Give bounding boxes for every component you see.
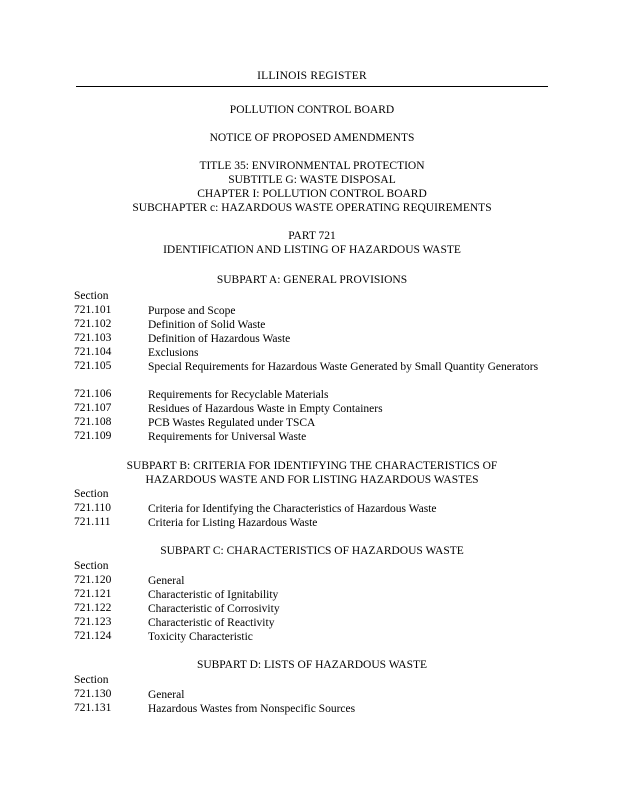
board-heading: POLLUTION CONTROL BOARD (229, 104, 395, 116)
section-number: 721.102 (74, 318, 112, 330)
subpart-b-title-line-1: SUBPART B: CRITERIA FOR IDENTIFYING THE CHARACTERISTICS OF (126, 460, 498, 472)
part-title-heading: IDENTIFICATION AND LISTING OF HAZARDOUS WASTE (163, 244, 461, 256)
subpart-b-title-line-2: HAZARDOUS WASTE AND FOR LISTING HAZARDOUS WASTES (145, 474, 479, 486)
section-label: Section (74, 488, 109, 500)
section-number: 721.130 (74, 688, 112, 700)
section-title: Requirements for Recyclable Materials (148, 389, 329, 401)
section-number: 721.121 (74, 588, 112, 600)
section-number: 721.103 (74, 332, 112, 344)
section-number: 721.101 (74, 304, 112, 316)
section-title: Definition of Hazardous Waste (148, 333, 291, 345)
subtitle-heading: SUBTITLE G: WASTE DISPOSAL (228, 174, 396, 186)
chapter-heading: CHAPTER I: POLLUTION CONTROL BOARD (197, 188, 427, 200)
section-number: 721.110 (74, 502, 111, 514)
subpart-d-title: SUBPART D: LISTS OF HAZARDOUS WASTE (196, 659, 428, 671)
section-number: 721.108 (74, 416, 112, 428)
section-number: 721.111 (74, 516, 111, 528)
notice-heading: NOTICE OF PROPOSED AMENDMENTS (209, 132, 415, 144)
section-title: Definition of Solid Waste (148, 319, 266, 331)
register-header: ILLINOIS REGISTER (257, 70, 367, 82)
section-label: Section (74, 290, 109, 302)
section-title: Special Requirements for Hazardous Waste Generated by Small Quantity Generators (148, 361, 539, 373)
section-number: 721.106 (74, 388, 112, 400)
section-number: 721.107 (74, 402, 112, 414)
section-number: 721.131 (74, 702, 112, 714)
header-rule (76, 86, 548, 87)
subpart-a-title: SUBPART A: GENERAL PROVISIONS (216, 274, 408, 286)
section-number: 721.104 (74, 346, 112, 358)
section-title: Toxicity Characteristic (148, 631, 253, 643)
section-title: PCB Wastes Regulated under TSCA (148, 417, 316, 429)
section-title: General (148, 689, 185, 701)
section-title: Purpose and Scope (148, 305, 236, 317)
section-title: Hazardous Wastes from Nonspecific Sources (148, 703, 356, 715)
section-title: Exclusions (148, 347, 199, 359)
title-heading: TITLE 35: ENVIRONMENTAL PROTECTION (199, 160, 425, 172)
section-title: Residues of Hazardous Waste in Empty Containers (148, 403, 383, 415)
section-title: General (148, 575, 185, 587)
section-number: 721.124 (74, 630, 112, 642)
section-title: Characteristic of Reactivity (148, 617, 275, 629)
section-number: 721.123 (74, 616, 112, 628)
part-heading: PART 721 (288, 230, 336, 242)
section-title: Characteristic of Corrosivity (148, 603, 280, 615)
subpart-c-title: SUBPART C: CHARACTERISTICS OF HAZARDOUS WASTE (160, 545, 464, 557)
section-title: Criteria for Identifying the Characteristics of Hazardous Waste (148, 503, 437, 515)
section-number: 721.122 (74, 602, 112, 614)
section-title: Characteristic of Ignitability (148, 589, 279, 601)
section-title: Requirements for Universal Waste (148, 431, 307, 443)
subchapter-heading: SUBCHAPTER c: HAZARDOUS WASTE OPERATING REQUIREMENTS (132, 202, 492, 214)
section-label: Section (74, 674, 109, 686)
section-number: 721.120 (74, 574, 112, 586)
section-number: 721.105 (74, 360, 112, 372)
section-label: Section (74, 560, 109, 572)
section-title: Criteria for Listing Hazardous Waste (148, 517, 318, 529)
section-number: 721.109 (74, 430, 112, 442)
